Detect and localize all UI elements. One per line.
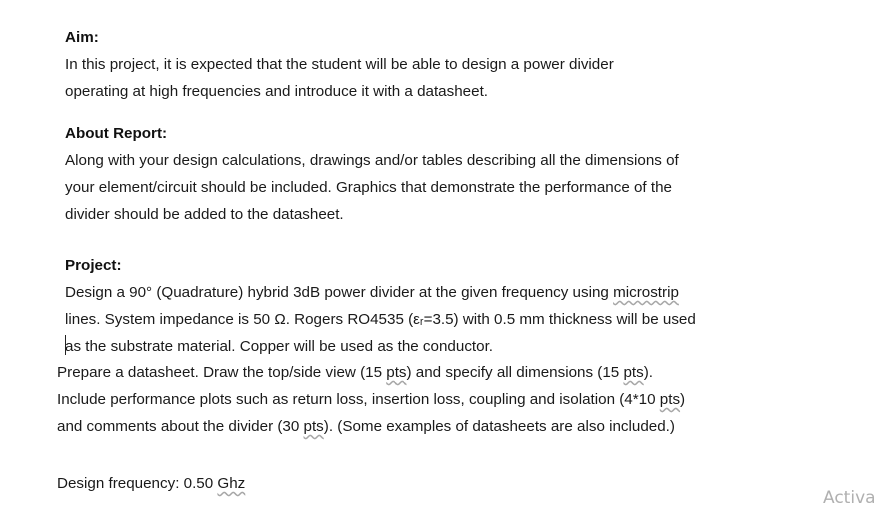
activation-watermark: Activa	[823, 488, 876, 508]
report-line-2: your element/circuit should be included. Graphics that demonstrate the performance of the	[65, 179, 672, 196]
aim-line-1: In this project, it is expected that the student will be able to design a power divider	[65, 56, 614, 73]
design-frequency-label: Design frequency: 0.50	[57, 475, 218, 492]
spellcheck-word-pts[interactable]: pts	[659, 391, 681, 408]
spellcheck-word-pts[interactable]: pts	[623, 364, 644, 381]
project-line-1-text: Design a 90° (Quadrature) hybrid 3dB power divider at the given frequency using	[65, 284, 614, 301]
report-heading: About Report:	[65, 125, 168, 142]
prepare-line-1-c: ).	[643, 364, 654, 381]
spellcheck-word-microstrip[interactable]: microstrip	[613, 284, 679, 301]
spellcheck-word-pts[interactable]: pts	[303, 418, 324, 435]
project-heading: Project:	[65, 257, 122, 274]
spellcheck-word-pts[interactable]: pts	[386, 364, 407, 381]
design-frequency	[57, 470, 457, 497]
prepare-line-2	[57, 386, 805, 413]
design-frequency-line	[57, 470, 457, 497]
aim-line-2: operating at high frequencies and introduce it with a datasheet.	[65, 83, 489, 100]
prepare-line-1	[57, 359, 805, 386]
project-paragraph	[65, 279, 791, 360]
report-line-1: Along with your design calculations, drawings and/or tables describing all the dimensions of	[65, 152, 679, 169]
project-line-1	[65, 279, 791, 306]
prepare-line-2-b: )	[680, 391, 686, 408]
prepare-line-3	[57, 413, 805, 440]
prepare-line-3-a: and comments about the divider (30	[57, 418, 304, 435]
project-line-3	[65, 333, 791, 360]
report-line-3: divider should be added to the datasheet.	[65, 206, 344, 223]
project-line-2: lines. System impedance is 50 Ω. Rogers RO4535 (εᵣ=3.5) with 0.5 mm thickness will be used	[65, 311, 696, 328]
project-line-3-text: as the substrate material. Copper will be used as the conductor.	[65, 338, 494, 355]
report-section	[65, 120, 791, 228]
spellcheck-word-ghz[interactable]: Ghz	[217, 475, 246, 492]
prepare-line-3-b: ). (Some examples of datasheets are also included.)	[323, 418, 675, 435]
prepare-line-2-a: Include performance plots such as return loss, insertion loss, coupling and isolation (4*10	[57, 391, 660, 408]
prepare-line-1-a: Prepare a datasheet. Draw the top/side view (15	[57, 364, 387, 381]
prepare-paragraph	[57, 359, 805, 440]
report-paragraph	[65, 147, 791, 228]
aim-heading: Aim:	[65, 29, 99, 46]
project-section	[65, 252, 791, 360]
aim-section	[65, 24, 791, 105]
prepare-section	[57, 359, 805, 440]
prepare-line-1-b: ) and specify all dimensions (15	[406, 364, 624, 381]
aim-paragraph	[65, 51, 791, 105]
